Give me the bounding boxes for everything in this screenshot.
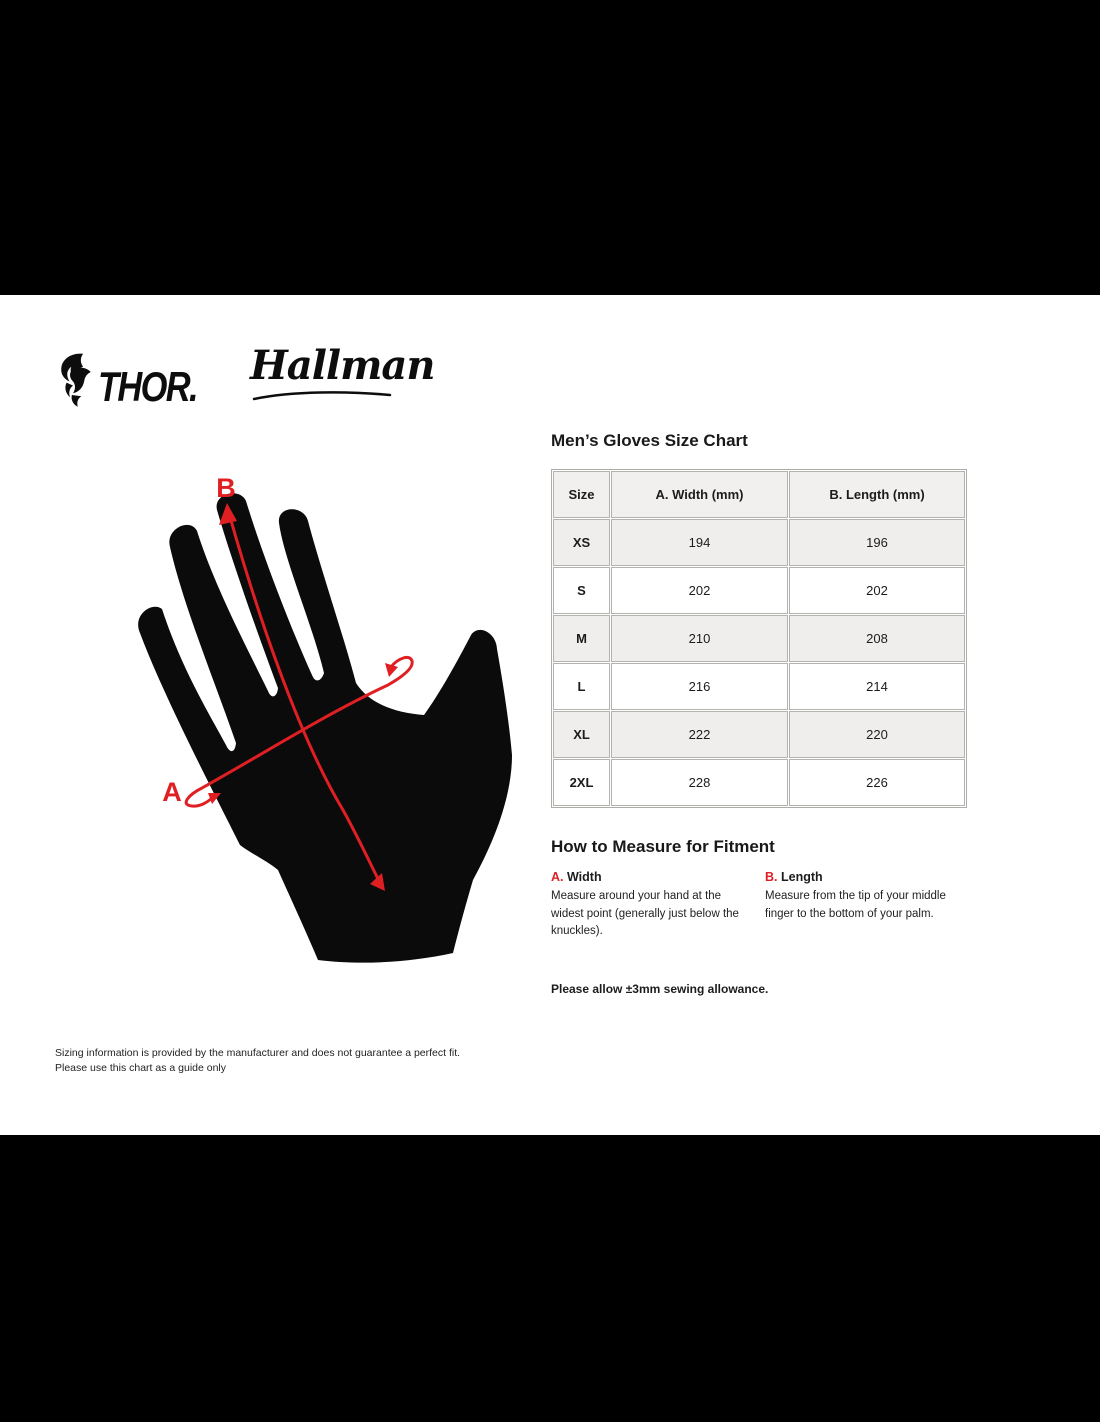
measure-width-name: Width bbox=[566, 870, 602, 885]
column-header-size: Size bbox=[553, 471, 610, 518]
size-cell: S bbox=[553, 567, 610, 614]
hallman-wordmark: Hallman bbox=[250, 342, 435, 389]
length-value-cell: 202 bbox=[789, 567, 965, 614]
width-value-cell: 210 bbox=[611, 615, 788, 662]
hallman-logo bbox=[250, 342, 435, 389]
length-value-cell: 220 bbox=[789, 711, 965, 758]
measure-length-name: Length bbox=[780, 870, 823, 885]
table-row bbox=[553, 615, 965, 662]
sewing-allowance-note: Please allow ±3mm sewing allowance. bbox=[551, 982, 769, 997]
length-value-cell: 214 bbox=[789, 663, 965, 710]
size-cell: XS bbox=[553, 519, 610, 566]
length-value-cell: 196 bbox=[789, 519, 965, 566]
measure-width-text: Measure around your hand at the widest point (generally just below the knuckles). bbox=[551, 890, 739, 937]
size-chart-panel bbox=[551, 432, 965, 996]
table-header-row bbox=[553, 471, 965, 518]
table-row bbox=[553, 711, 965, 758]
goat-head-icon bbox=[58, 352, 94, 408]
how-to-measure-section bbox=[551, 838, 965, 996]
table-row bbox=[553, 663, 965, 710]
disclaimer-line-1: Sizing information is provided by the manufacturer and does not guarantee a perfect fit. bbox=[55, 1047, 461, 1059]
hand-measurement-diagram bbox=[118, 455, 526, 970]
table-row bbox=[553, 519, 965, 566]
measure-line-a-hook bbox=[186, 788, 213, 806]
measure-width-prefix: A. bbox=[551, 870, 564, 885]
thor-wordmark: THOR. bbox=[98, 363, 197, 410]
thor-logo bbox=[58, 352, 219, 408]
table-row bbox=[553, 567, 965, 614]
size-table-body bbox=[553, 519, 965, 806]
width-value-cell: 194 bbox=[611, 519, 788, 566]
measure-length-prefix: B. bbox=[765, 870, 778, 885]
size-chart-title: Men’s Gloves Size Chart bbox=[551, 431, 748, 450]
measure-columns bbox=[551, 870, 965, 940]
diagram-label-a: A bbox=[162, 777, 182, 807]
size-cell: 2XL bbox=[553, 759, 610, 806]
column-header-length: B. Length (mm) bbox=[789, 471, 965, 518]
how-to-measure-title: How to Measure for Fitment bbox=[551, 836, 775, 856]
column-header-width: A. Width (mm) bbox=[611, 471, 788, 518]
measure-item-length bbox=[765, 870, 965, 940]
measure-length-label bbox=[765, 870, 965, 884]
size-cell: XL bbox=[553, 711, 610, 758]
width-value-cell: 222 bbox=[611, 711, 788, 758]
measure-length-text: Measure from the tip of your middle finger to the bottom of your palm. bbox=[765, 890, 946, 920]
measure-item-width bbox=[551, 870, 765, 940]
measure-width-label bbox=[551, 870, 765, 884]
table-row bbox=[553, 759, 965, 806]
measure-line-a-arrowhead-right bbox=[385, 663, 398, 677]
diagram-label-b: B bbox=[216, 473, 236, 503]
hand-silhouette bbox=[138, 493, 512, 962]
size-table bbox=[551, 469, 967, 808]
top-letterbox-bar bbox=[0, 0, 1100, 295]
length-value-cell: 226 bbox=[789, 759, 965, 806]
brand-logos bbox=[58, 342, 435, 410]
disclaimer bbox=[55, 1046, 460, 1075]
length-value-cell: 208 bbox=[789, 615, 965, 662]
width-value-cell: 228 bbox=[611, 759, 788, 806]
width-value-cell: 202 bbox=[611, 567, 788, 614]
hallman-underline-flourish bbox=[252, 390, 392, 402]
width-value-cell: 216 bbox=[611, 663, 788, 710]
size-cell: M bbox=[553, 615, 610, 662]
bottom-letterbox-bar bbox=[0, 1135, 1100, 1422]
disclaimer-line-2: Please use this chart as a guide only bbox=[55, 1061, 227, 1074]
size-cell: L bbox=[553, 663, 610, 710]
